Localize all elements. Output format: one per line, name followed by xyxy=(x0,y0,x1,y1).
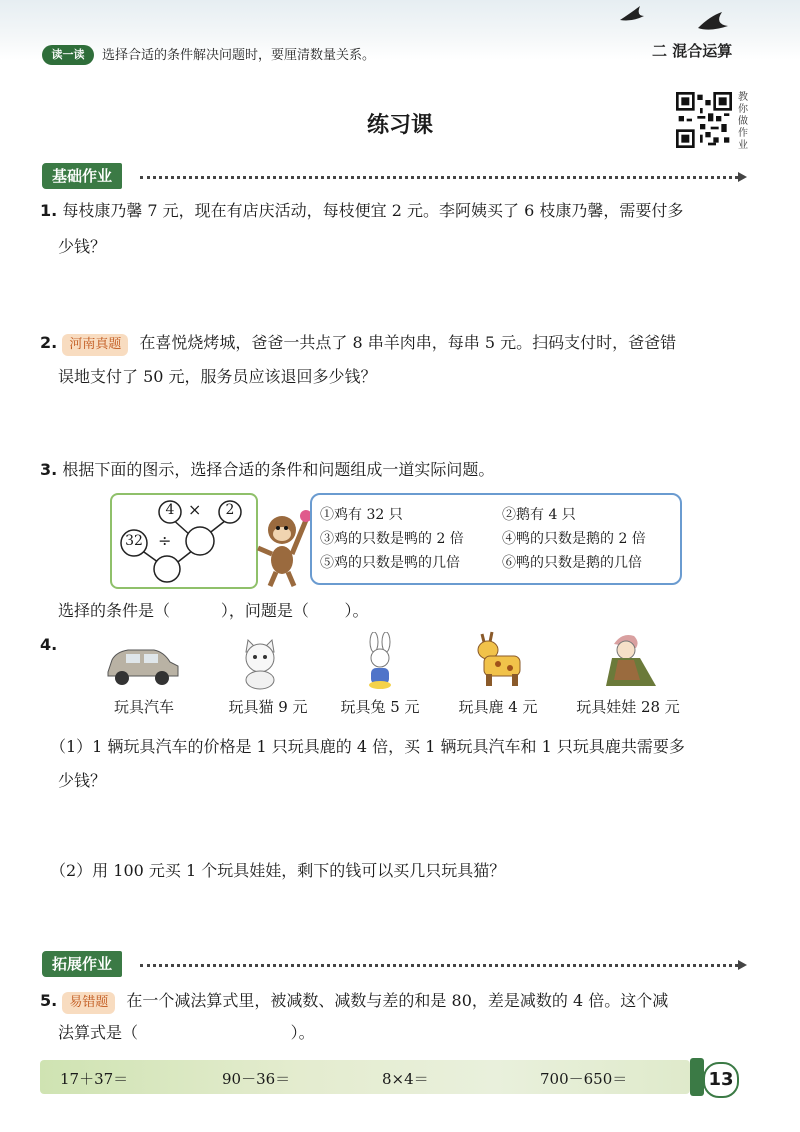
question-4-number xyxy=(40,630,57,660)
toy-deer-illustration xyxy=(470,630,526,690)
question-number: 2. xyxy=(40,333,58,352)
toy-label: 玩具鹿 4 元 xyxy=(458,698,538,716)
arrow-right-icon xyxy=(738,960,747,970)
condition-6: ⑥鸭的只数是鹅的几倍 xyxy=(502,555,642,571)
toy-label: 玩具猫 9 元 xyxy=(228,698,308,716)
diagram-num-2: 2 xyxy=(225,502,235,518)
qr-note: 教你做作业 xyxy=(738,92,748,151)
section-divider xyxy=(140,964,738,967)
condition-1: ①鸡有 32 只 xyxy=(320,507,403,523)
toy-label: 玩具娃娃 28 元 xyxy=(576,698,680,716)
question-text: 根据下面的图示，选择合适的条件和问题组成一道实际问题。 xyxy=(62,460,495,479)
question-4-part-1-cont: 少钱？ xyxy=(58,771,107,790)
section-basic: 基础作业 xyxy=(42,163,122,189)
toy-rabbit-illustration xyxy=(360,632,400,690)
calc-item: 8×4＝ xyxy=(382,1070,429,1088)
calc-item: 700－650＝ xyxy=(540,1070,628,1088)
toy-car-illustration xyxy=(102,640,182,688)
question-5 xyxy=(40,986,770,1016)
answer-line[interactable]: 选择的条件是（ ），问题是（ ）。 xyxy=(58,601,369,620)
toy-label: 玩具兔 5 元 xyxy=(340,698,420,716)
read-badge: 读一读 xyxy=(42,45,94,65)
toy-label: 玩具汽车 xyxy=(113,698,174,716)
question-4-part-2: （2）用 100 元买 1 个玩具娃娃，剩下的钱可以买几只玩具猫？ xyxy=(50,861,506,880)
calc-item: 90－36＝ xyxy=(222,1070,291,1088)
diagram-num-4: 4 xyxy=(165,502,175,518)
toy-doll-illustration xyxy=(600,630,664,690)
question-1 xyxy=(40,196,760,226)
arrow-right-icon xyxy=(738,172,747,182)
question-2-cont: 误地支付了 50 元，服务员应该退回多少钱？ xyxy=(58,367,377,386)
monkey-illustration xyxy=(254,508,310,588)
question-4-part-1: （1）1 辆玩具汽车的价格是 1 只玩具鹿的 4 倍，买 1 辆玩具汽车和 1 只玩具鹿共需要多 xyxy=(50,737,685,756)
condition-5: ⑤鸡的只数是鸭的几倍 xyxy=(320,555,460,571)
source-tag: 河南真题 xyxy=(62,334,128,356)
question-5-cont[interactable]: 法算式是（ ）。 xyxy=(58,1023,315,1042)
calc-item: 17＋37＝ xyxy=(60,1070,129,1088)
page-number: 13 xyxy=(703,1062,739,1098)
question-number: 3. xyxy=(40,460,58,479)
section-extended: 拓展作业 xyxy=(42,951,122,977)
condition-3: ③鸡的只数是鸭的 2 倍 xyxy=(320,531,464,547)
tip-text: 选择合适的条件解决问题时，要厘清数量关系。 xyxy=(102,48,376,63)
question-text: 在喜悦烧烤城，爸爸一共点了 8 串羊肉串，每串 5 元。扫码支付时，爸爸错 xyxy=(139,333,677,352)
diagram-divide: ÷ xyxy=(158,531,172,550)
question-text: 在一个减法算式里，被减数、减数与差的和是 80，差是减数的 4 倍。这个减 xyxy=(126,991,669,1010)
diagram-num-32: 32 xyxy=(125,533,143,549)
page-tab xyxy=(690,1058,704,1096)
swallows-decoration xyxy=(610,2,740,38)
error-prone-tag: 易错题 xyxy=(62,992,115,1014)
question-number: 4. xyxy=(40,635,58,654)
diagram-times: × xyxy=(188,500,202,519)
question-3 xyxy=(40,455,760,485)
question-1-cont: 少钱？ xyxy=(58,237,107,256)
page-title: 练习课 xyxy=(366,113,433,138)
question-number: 1. xyxy=(40,201,58,220)
question-number: 5. xyxy=(40,991,58,1010)
condition-2: ②鹅有 4 只 xyxy=(502,507,576,523)
qr-code-icon[interactable] xyxy=(676,92,732,148)
condition-4: ④鸭的只数是鹅的 2 倍 xyxy=(502,531,646,547)
chapter-title: 二 混合运算 xyxy=(652,42,733,60)
section-divider xyxy=(140,176,738,179)
toy-cat-illustration xyxy=(236,636,284,690)
question-text: 每枝康乃馨 7 元，现在有店庆活动，每枝便宜 2 元。李阿姨买了 6 枝康乃馨，需要付多 xyxy=(62,201,684,220)
question-2 xyxy=(40,328,770,358)
